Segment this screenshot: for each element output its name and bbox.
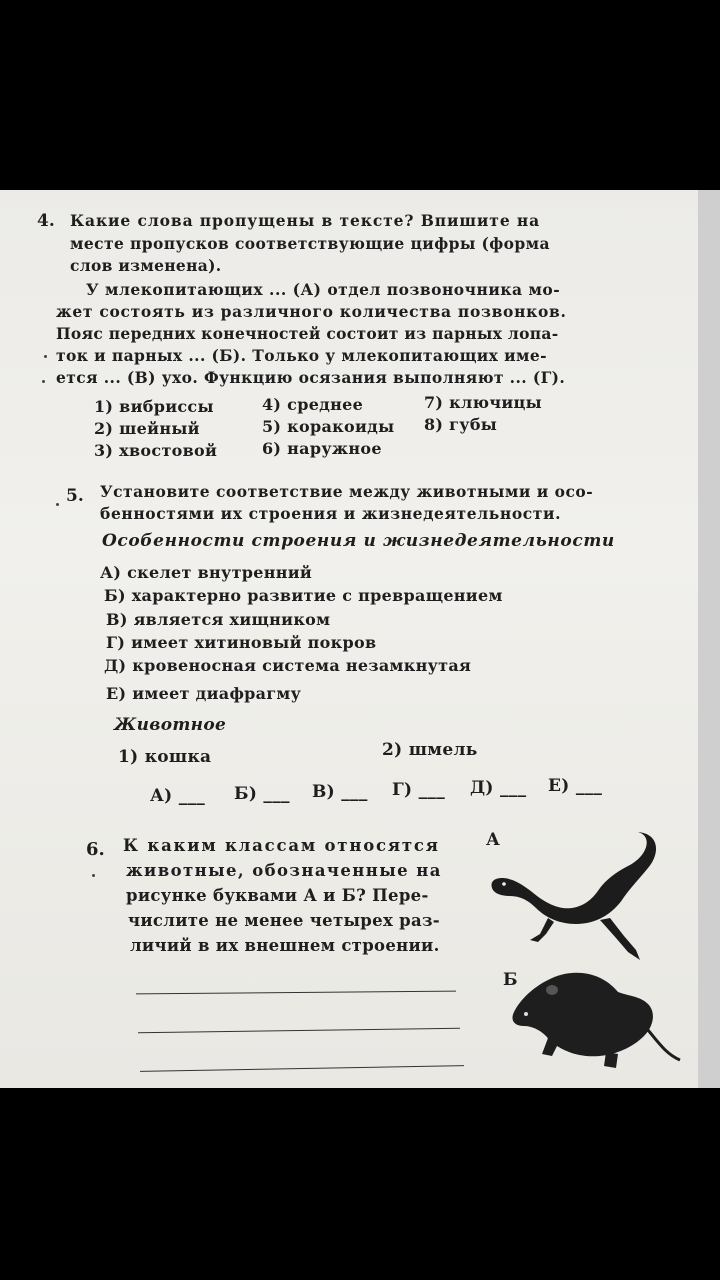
q4-text-line: Пояс передних конечностей состоит из парных лопа- — [56, 324, 559, 343]
q5-number: 5. — [66, 486, 84, 506]
q5-answer-slot: А) ___ — [150, 786, 206, 806]
q4-option: 2) шейный — [94, 419, 200, 438]
rat-illustration — [508, 964, 684, 1074]
q5-answer-slot: Д) ___ — [470, 778, 527, 798]
q4-prompt-line: слов изменена). — [70, 256, 222, 275]
q5-answer-slot: Б) ___ — [234, 784, 290, 804]
q4-option: 3) хвостовой — [94, 441, 218, 460]
q6-number: 6. — [86, 839, 105, 860]
q5-feature: А) скелет внутренний — [100, 563, 313, 582]
q6-text-line: К каким классам относятся — [123, 836, 440, 855]
q5-prompt-line: Установите соответствие между животными и осо- — [100, 482, 594, 501]
q4-text-line: жет состоять из различного количества позвонков. — [56, 302, 567, 321]
q4-option: 8) губы — [424, 415, 498, 434]
q5-animals-header: Животное — [114, 715, 227, 735]
q5-feature: Г) имеет хитиновый покров — [106, 633, 377, 652]
q5-answer-slot: В) ___ — [312, 782, 368, 802]
q4-prompt-line: месте пропусков соответствующие цифры (форма — [70, 234, 550, 253]
q5-feature: В) является хищником — [106, 610, 331, 629]
q5-answer-slot: Е) ___ — [548, 776, 603, 796]
q6-text-line: рисунке буквами А и Б? Пере- — [126, 886, 429, 905]
q5-feature: Д) кровеносная система незамкнутая — [104, 656, 472, 675]
lizard-illustration — [488, 826, 668, 966]
page-edge — [698, 190, 720, 1088]
q5-animal: 2) шмель — [382, 740, 478, 760]
q4-text-line: ток и парных ... (Б). Только у млекопитающих име- — [56, 346, 547, 365]
q4-prompt-line: Какие слова пропущены в тексте? Впишите на — [70, 211, 541, 230]
q4-option: 5) коракоиды — [262, 417, 395, 436]
q5-feature: Б) характерно развитие с превращением — [104, 586, 503, 605]
q4-option: 6) наружное — [262, 439, 382, 458]
figure-label-b: Б — [503, 970, 518, 990]
q5-features-header: Особенности строения и жизнедеятельности — [102, 531, 615, 551]
q4-option: 4) среднее — [262, 395, 364, 414]
stray-mark — [92, 874, 95, 877]
q5-feature: Е) имеет диафрагму — [106, 684, 302, 703]
q4-text-line: У млекопитающих ... (А) отдел позвоночника мо- — [86, 280, 561, 299]
q5-animal: 1) кошка — [118, 747, 212, 767]
q6-text-line: животные, обозначенные на — [126, 861, 442, 880]
q4-text-line: ется ... (В) ухо. Функцию осязания выполняют ... (Г). — [56, 368, 566, 387]
stray-mark — [56, 503, 59, 506]
q5-answer-slot: Г) ___ — [392, 780, 445, 800]
stray-mark — [42, 380, 45, 383]
q4-option: 1) вибриссы — [94, 397, 214, 416]
q4-option: 7) ключицы — [424, 393, 542, 412]
q6-text-line: личий в их внешнем строении. — [130, 936, 440, 955]
q4-number: 4. — [37, 211, 55, 231]
q6-text-line: числите не менее четырех раз- — [128, 911, 440, 930]
stray-mark — [44, 355, 47, 358]
figure-label-a: А — [486, 830, 501, 850]
q5-prompt-line: бенностями их строения и жизнедеятельности. — [100, 504, 562, 523]
